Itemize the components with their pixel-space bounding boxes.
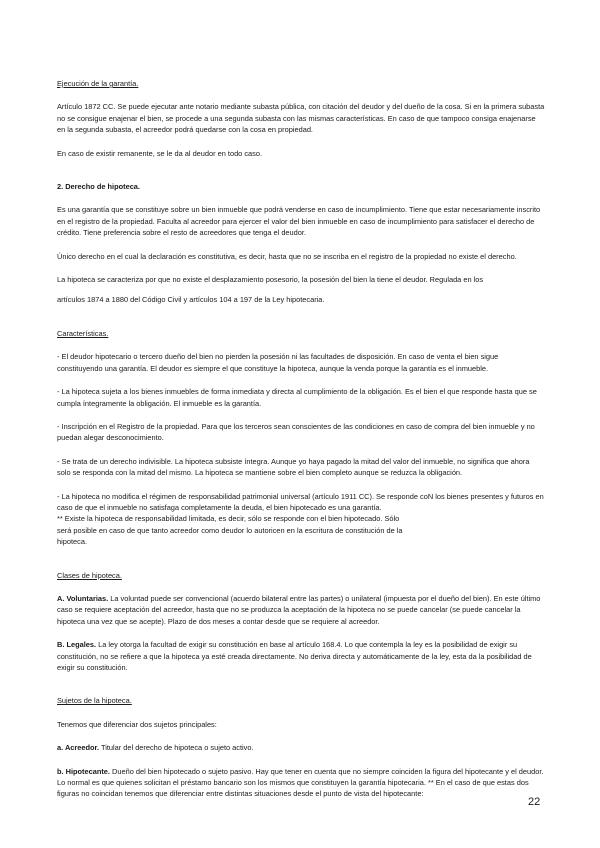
paragraph: Es una garantía que se constituye sobre un bien inmueble que podrá venderse en caso de incumplimiento. Tiene que estar necesariamente inscrito en el registro de la propiedad. Faculta al acreedor para ejercer el valor del bien inmueble en caso de incumplimiento para satisfacer el derecho de crédito. Tiene preferencia sobre el resto de acreedores que tenga el deudor.	[57, 205, 541, 238]
heading-clases: Clases de hipoteca.	[57, 570, 122, 580]
document-body	[57, 78, 545, 800]
paragraph: La hipoteca se caracteriza por que no existe el desplazamiento posesorio, la posesión del bien la tiene el deudor. Regulada en los	[57, 275, 484, 285]
note-line: ** Existe la hipoteca de responsabilidad limitada, es decir, sólo se responde con el bien hipotecado. Sólo	[57, 514, 400, 524]
note-line: será posible en caso de que tanto acreedor como deudor lo autoricen en la escritura de constitución de la	[57, 525, 403, 535]
heading-sujetos: Sujetos de la hipoteca.	[57, 696, 132, 706]
label-acreedor: a. Acreedor.	[57, 743, 100, 753]
list-item: - Inscripción en el Registro de la propiedad. Para que los terceros sean conscientes de las condiciones en caso de compra del bien inmueble y no puedan alegar desconocimiento.	[57, 421, 535, 443]
page-number: 22	[528, 796, 541, 808]
label-legales: B. Legales.	[57, 640, 97, 650]
heading-derecho-hipoteca: 2. Derecho de hipoteca.	[57, 182, 140, 192]
text-acreedor: Titular del derecho de hipoteca o sujeto activo.	[99, 743, 254, 753]
list-item: - La hipoteca sujeta a los bienes inmuebles de forma inmediata y directa al cumplimiento de la obligación. Es el bien el que responde hasta que se cumpla íntegramente la obligación. El inmueble es la garantía.	[57, 387, 537, 408]
paragraph-legales	[57, 639, 545, 673]
heading-ejecucion: Ejecución de la garantía.	[57, 79, 139, 88]
text-voluntarias: La voluntad puede ser convencional (acuerdo bilateral entre las partes) o unilateral (impuesta por el dueño del bien). En este último caso se requiere aceptación del acreedor, hasta que no se produzca la aceptación de la hipoteca no se puede cancelar (se puede cancelar la hipoteca una vez que se acepte). Plazo de dos meses a contar desde que se requiere al acreedor.	[57, 593, 541, 626]
paragraph-acreedor	[57, 742, 545, 753]
list-item: - La hipoteca no modifica el régimen de responsabilidad patrimonial universal (artículo 1911 CC). Se responde coN los bienes presentes y futuros en caso de que el inmueble no satisfaga completamente la deuda, el bien hipotecado es una garantía.	[57, 491, 544, 512]
paragraph: Único derecho en el cual la declaración es constitutiva, es decir, hasta que no se inscriba en el registro de la propiedad no existe el derecho.	[57, 251, 517, 261]
note-line: hipoteca.	[57, 537, 87, 547]
text-hipotecante: Dueño del bien hipotecado o sujeto pasivo. Hay que tener en cuenta que no siempre coinciden la figura del hipotecante y el deudor. Lo normal es que quienes solicitan el préstamo bancario son los mismos que constituyen la garantía hipotecaria. ** En el caso de que estas dos figuras no coincidan tenemos que diferenciar entre distintas situaciones desde el punto de vista del hipotecante:	[57, 766, 544, 799]
paragraph-hipotecante	[57, 766, 545, 800]
paragraph: En caso de existir remanente, se le da al deudor en todo caso.	[57, 148, 263, 158]
paragraph-voluntarias	[57, 593, 545, 627]
paragraph: artículos 1874 a 1880 del Código Civil y artículos 104 a 197 de la Ley hipotecaria.	[57, 295, 325, 305]
text-legales: La ley otorga la facultad de exigir su constitución en base al artículo 168.4. Lo que contempla la ley es la posibilidad de exigir su constitución, no se refiere a que la hipoteca ya esté creada directamente. No deriva directa y automáticamente de la ley, esta da la posibilidad de exigir su constitución.	[57, 640, 532, 672]
label-hipotecante: b. Hipotecante.	[57, 766, 110, 776]
list-item: - El deudor hipotecario o tercero dueño del bien no pierden la posesión ni las facultades de disposición. En caso de venta el bien sigue constituyendo una garantía. El deudor es siempre el que constituye la hipoteca, aunque la venda porque la garantía es el inmueble.	[57, 352, 499, 373]
label-voluntarias: A. Voluntarias.	[57, 593, 109, 603]
paragraph: Artículo 1872 CC. Se puede ejecutar ante notario mediante subasta pública, con citación del deudor y del dueño de la cosa. Si en la primera subasta no se consigue enajenar el bien, se procede a una segunda subasta con las mismas características. En caso de que tampoco consiga enajenarse en la segunda subasta, el acreedor podrá quedarse con la cosa en propiedad.	[57, 102, 545, 135]
paragraph: Tenemos que diferenciar dos sujetos principales:	[57, 719, 217, 729]
list-item: - Se trata de un derecho indivisible. La hipoteca subsiste íntegra. Aunque yo haya pagado la mitad del valor del inmueble, no significa que ahora solo se responda con la mitad del mismo. La hipoteca se mantiene sobre el bien completo aunque se reduzca la obligación.	[57, 456, 530, 478]
heading-caracteristicas: Características.	[57, 328, 109, 338]
